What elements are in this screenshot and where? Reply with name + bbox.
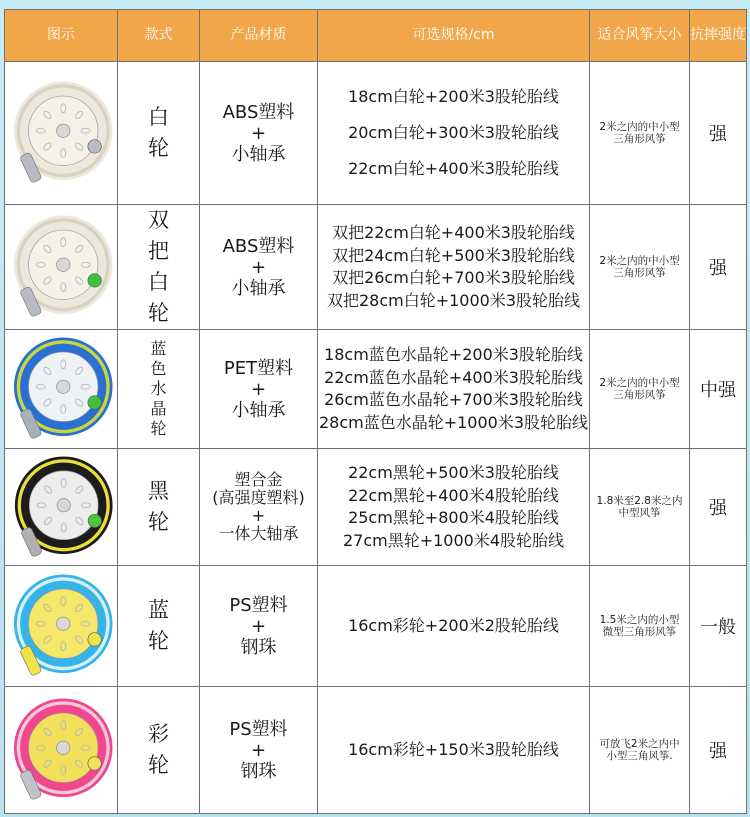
kite-reel-icon [5,211,117,323]
table-row [5,330,747,449]
reel-specs [318,205,590,330]
kite-reel-icon [5,694,117,806]
style-char: 蓝 [148,598,169,622]
kite-reel-spec-table [4,9,747,814]
material-line: 塑合金 [234,470,283,489]
drop-strength: 强 [690,205,747,330]
drop-strength: 强 [690,449,747,566]
spec-line: 双把26cm白轮+700米3股轮胎线 [332,268,575,287]
table-row [5,205,747,330]
table-row [5,566,747,687]
spec-line: 22cm蓝色水晶轮+400米3股轮胎线 [324,367,583,387]
table-row [5,449,747,566]
reel-image [5,449,118,566]
material-line: 一体大轴承 [218,524,299,543]
material-line: 小轴承 [231,399,286,421]
material-line: ABS塑料 [222,235,295,257]
reel-material [200,330,318,449]
reel-image [5,62,118,205]
kite-reel-icon [5,570,117,682]
style-char: 白 [148,105,169,129]
material-line: + [250,615,267,637]
style-char: 轮 [148,136,169,160]
spec-line: 26cm蓝色水晶轮+700米3股轮胎线 [324,390,583,409]
reel-specs [318,449,590,566]
spec-line: 22cm黑轮+500米3股轮胎线 [348,463,559,482]
spec-line: 25cm黑轮+800米4股轮胎线 [348,508,559,527]
spec-line: 16cm彩轮+150米3股轮胎线 [348,740,559,759]
style-char: 彩 [148,722,169,746]
table-row [5,687,747,814]
spec-line: 18cm白轮+200米3股轮胎线 [348,87,559,106]
reel-material [200,566,318,687]
header-style: 款式 [118,10,200,62]
style-char: 把 [148,239,169,263]
material-line: 小轴承 [231,277,286,299]
spec-line: 双把22cm白轮+400米3股轮胎线 [332,223,575,242]
style-char: 轮 [150,419,167,438]
style-char: 色 [150,359,167,378]
material-line: + [251,506,266,525]
drop-strength: 一般 [690,566,747,687]
material-line: PET塑料 [223,357,294,379]
style-char: 双 [148,208,169,232]
header-spec: 可选规格/cm [318,10,590,62]
spec-line: 16cm彩轮+200米2股轮胎线 [348,616,559,635]
reel-style [118,330,200,449]
reel-specs [318,687,590,814]
spec-line: 22cm黑轮+400米4股轮胎线 [348,485,559,505]
drop-strength: 中强 [690,330,747,449]
table-row [5,62,747,205]
header-strength: 抗摔强度 [690,10,747,62]
style-char: 晶 [150,399,167,418]
material-line: + [250,739,267,761]
material-line: + [250,256,267,278]
kite-reel-icon [6,452,117,563]
reel-material [200,62,318,205]
spec-line: 28cm蓝色水晶轮+1000米3股轮胎线 [318,412,589,432]
reel-material [200,687,318,814]
header-image: 图示 [5,10,118,62]
spec-line: 18cm蓝色水晶轮+200米3股轮胎线 [324,345,583,364]
reel-material [200,449,318,566]
drop-strength: 强 [690,62,747,205]
reel-material [200,205,318,330]
reel-specs [318,330,590,449]
reel-style [118,687,200,814]
spec-line: 20cm白轮+300米3股轮胎线 [348,123,559,142]
reel-style [118,566,200,687]
reel-image [5,687,118,814]
kite-reel-icon [5,333,117,445]
material-line: (高强度塑料) [212,488,305,507]
material-line: + [250,122,267,144]
table-header-row [5,10,747,62]
drop-strength: 强 [690,687,747,814]
kite-size-fit: 2米之内的中小型三角形风筝 [590,330,690,449]
kite-size-fit: 2米之内的中小型三角形风筝 [590,205,690,330]
style-char: 轮 [148,301,169,325]
material-line: + [250,378,267,400]
spec-line: 27cm黑轮+1000米4股轮胎线 [342,530,565,550]
kite-size-fit: 1.8米至2.8米之内中型风筝 [590,449,690,566]
style-char: 黑 [148,479,169,503]
material-line: PS塑料 [229,594,288,616]
style-char: 轮 [148,753,169,777]
kite-reel-icon [5,77,117,189]
style-char: 轮 [148,510,169,534]
material-line: 小轴承 [231,143,286,165]
reel-image [5,330,118,449]
material-line: PS塑料 [229,718,288,740]
header-material: 产品材质 [200,10,318,62]
spec-line: 双把28cm白轮+1000米3股轮胎线 [326,290,581,310]
kite-size-fit: 2米之内的中小型三角形风筝 [590,62,690,205]
kite-size-fit: 可放飞2米之内中小型三角风筝. [590,687,690,814]
reel-image [5,566,118,687]
header-fit: 适合风筝大小 [590,10,690,62]
material-line: 钢珠 [240,636,277,658]
reel-style [118,205,200,330]
style-char: 白 [148,270,169,294]
kite-size-fit: 1.5米之内的小型微型三角形风筝 [590,566,690,687]
material-line: 钢珠 [240,760,277,782]
reel-image [5,205,118,330]
reel-style [118,449,200,566]
material-line: ABS塑料 [222,101,295,123]
style-char: 轮 [148,629,169,653]
spec-line: 双把24cm白轮+500米3股轮胎线 [332,245,575,265]
spec-line: 22cm白轮+400米3股轮胎线 [348,159,559,178]
style-char: 蓝 [150,339,167,358]
style-char: 水 [150,379,167,398]
reel-specs [318,62,590,205]
reel-specs [318,566,590,687]
reel-style [118,62,200,205]
